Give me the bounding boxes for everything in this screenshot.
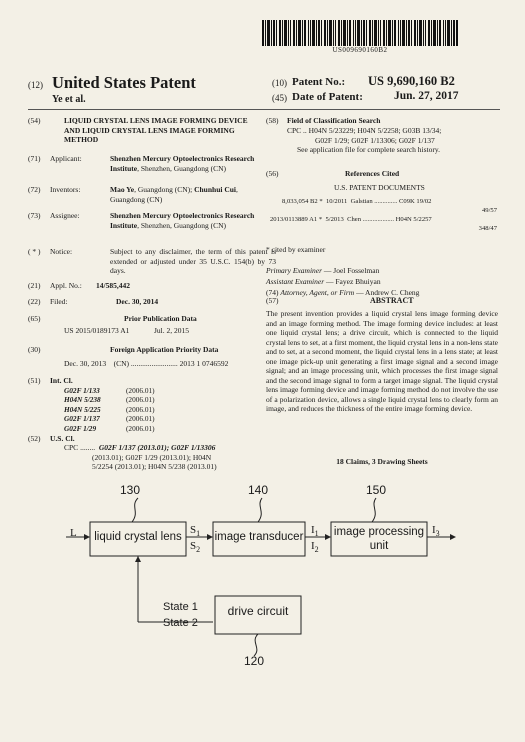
patent-no-label: Patent No.:	[292, 76, 346, 88]
abstract-text: The present invention provides a liquid crystal lens image forming device and an image forming method. The image forming device includes: at least one liquid crystal lens; a drive circuit, which is connected to the liquid crystal lens to set, at a first moment, the liquid crystal lens in a non-lens state and to set, at a second moment, the liquid crystal lens in a lens state; at least one image pick-up unit generating a first image signal and a second image signal; and an image processing unit, which processes the first image signal and the second image signal to form a target image signal. The liquid crystal lens image forming device and image forming method do not involve the use of a polarization device, allows a single liquid crystal lens to clearly form an image, and reduces the thickness of the entire image forming device.	[266, 309, 498, 414]
ref-130: 130	[120, 483, 141, 497]
intcl-row: H04N 5/238 (2006.01)	[64, 395, 155, 405]
appl-number: 14/585,442	[96, 281, 130, 290]
assignee-label: Assignee:	[50, 211, 80, 220]
appl-label: Appl. No.:	[50, 281, 82, 290]
leader-130	[132, 498, 138, 522]
assignee-code: (73)	[28, 211, 41, 220]
intcl-row: H04N 5/225 (2006.01)	[64, 404, 155, 414]
patent-no-code: (10)	[272, 78, 287, 88]
inventors-short: Ye et al.	[52, 94, 86, 105]
field-text: CPC .. H04N 5/23229; H04N 5/2258; G03B 13/34; G02F 1/29; G02F 1/13306; G02F 1/137 See application file for complete search history.	[287, 126, 442, 155]
inventors-code: (72)	[28, 185, 41, 194]
claims-summary: 18 Claims, 3 Drawing Sheets	[336, 457, 428, 466]
filed-label: Filed:	[50, 297, 68, 306]
inventors-text: Mao Ye, Guangdong (CN); Chunhui Cui, Guangdong (CN)	[110, 185, 238, 204]
abstract-code: (57)	[266, 296, 279, 305]
ref-140: 140	[248, 483, 269, 497]
signal-s2: $S_2$	[190, 540, 201, 555]
foreign-title: Foreign Application Priority Data	[110, 345, 219, 354]
assistant-examiner: Assistant Examiner — Fayez Bhuiyan	[266, 277, 381, 286]
applicant-label: Applicant:	[50, 154, 82, 163]
barcode-number: US009690160B2	[332, 46, 388, 54]
intcl-row: G02F 1/29 (2006.01)	[64, 423, 155, 433]
intcl-row: G02F 1/137 (2006.01)	[64, 414, 155, 424]
lens-label: liquid crystal lens	[94, 531, 182, 543]
invention-title: LIQUID CRYSTAL LENS IMAGE FORMING DEVICE AND LIQUID CRYSTAL LENS IMAGE FORMING METHOD	[64, 116, 248, 145]
primary-examiner: Primary Examiner — Joel Fosselman	[266, 266, 380, 275]
drive-circuit-label: drive circuit	[227, 604, 289, 618]
notice-code: ( * )	[28, 247, 41, 256]
cpc-block: CPC ........ G02F 1/137 (2013.01); G02F 1/13306 (2013.01); G02F 1/29 (2013.01); H04N 5/2254 (2013.01); H04N 5/238 (2013.01)	[64, 443, 217, 472]
filed-code: (22)	[28, 297, 41, 306]
leader-150	[372, 498, 376, 522]
state-2-label: State 2	[163, 617, 198, 629]
uscl-code: (52)	[28, 434, 41, 443]
filed-date: Dec. 30, 2014	[116, 297, 159, 306]
assignee-text: Shenzhen Mercury Optoelectronics Research Institute, Shenzhen, Guangdong (CN)	[110, 211, 255, 230]
appl-code: (21)	[28, 281, 41, 290]
signal-s1: $S_1$	[190, 524, 201, 539]
patent-date: Jun. 27, 2017	[394, 90, 459, 102]
state-1-label: State 1	[163, 601, 198, 613]
date-label: Date of Patent:	[292, 91, 363, 103]
transducer-label: image transducer	[214, 531, 304, 543]
leader-120	[254, 634, 258, 656]
prior-date: Jul. 2, 2015	[154, 326, 190, 335]
uscl-label: U.S. Cl.	[50, 434, 75, 443]
intcl-label: Int. Cl.	[50, 376, 73, 385]
abstract-title: ABSTRACT	[370, 296, 414, 305]
foreign-row: Dec. 30, 2013 (CN) ......................... 2013 1 0746592	[64, 359, 229, 368]
input-label-L: L	[70, 527, 77, 539]
applicant-code: (71)	[28, 154, 41, 163]
reference-row: 2013/0113889 A1 * 5/2013 Chen ................... H04N 5/2257 348/47	[270, 216, 497, 232]
signal-i1: $I_1$	[311, 524, 319, 539]
field-title: Field of Classification Search	[287, 116, 381, 125]
patent-type-title: United States Patent	[52, 73, 196, 92]
reference-row: 8,033,054 B2 * 10/2011 Galstian .............. C09K 19/02 49/57	[282, 198, 497, 214]
prior-code: (65)	[28, 314, 41, 323]
applicant-text: Shenzhen Mercury Optoelectronics Research Institute, Shenzhen, Guangdong (CN)	[110, 154, 255, 173]
processing-label: image processing unit	[333, 526, 425, 552]
notice-label: Notice:	[50, 247, 73, 256]
signal-i3: $I_3$	[432, 524, 440, 539]
title-section-code: (54)	[28, 116, 41, 125]
notice-text: Subject to any disclaimer, the term of this patent is extended or adjusted under 35 U.S.C. 154(b) by 73 days.	[110, 247, 276, 276]
leader-140	[258, 498, 262, 522]
foreign-code: (30)	[28, 345, 41, 354]
signal-i2: $I_2$	[311, 540, 319, 555]
intcl-list	[64, 386, 224, 433]
title-code: (12)	[28, 80, 43, 90]
cited-note: * cited by examiner	[266, 245, 326, 254]
date-code: (45)	[272, 93, 287, 103]
attorney: (74) Attorney, Agent, or Firm — Andrew C. Cheng	[266, 288, 420, 297]
inventors-label: Inventors:	[50, 185, 81, 194]
intcl-row: G02F 1/133 (2006.01)	[64, 386, 155, 395]
header-rule	[28, 109, 500, 110]
intcl-code: (51)	[28, 376, 41, 385]
refs-title: References Cited	[345, 169, 400, 178]
field-code: (58)	[266, 116, 279, 125]
patent-barcode	[262, 20, 458, 46]
prior-pub: US 2015/0189173 A1	[64, 326, 130, 335]
patent-number: US 9,690,160 B2	[368, 74, 455, 88]
refs-code: (56)	[266, 169, 279, 178]
prior-title: Prior Publication Data	[124, 314, 197, 323]
refs-subtitle: U.S. PATENT DOCUMENTS	[334, 183, 425, 192]
ref-120: 120	[244, 654, 265, 668]
ref-150: 150	[366, 483, 387, 497]
